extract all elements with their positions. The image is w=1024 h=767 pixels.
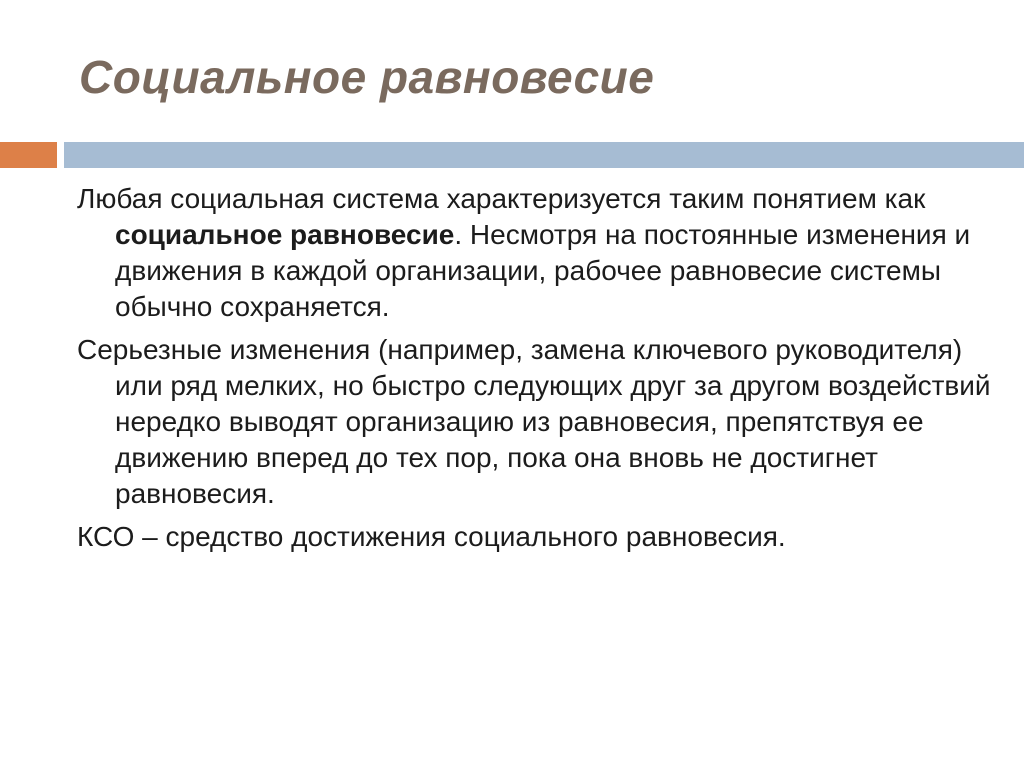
accent-bar-orange (0, 142, 57, 168)
accent-bar-blue (64, 142, 1024, 168)
paragraph-1-text-end: . Несмотря на постоянные изменения и движения в каждой организации, рабочее равновесие системы обычно сохраняется. (115, 219, 971, 322)
paragraph-1-text-start: Любая социальная система характеризуется таким понятием как (77, 183, 926, 214)
paragraph-1-emphasis: социальное равновесие (115, 219, 455, 250)
paragraph-1 (77, 181, 992, 325)
slide-title: Социальное равновесие (79, 51, 655, 103)
paragraph-3: КСО – средство достижения социального равновесия. (77, 521, 786, 552)
slide-body (77, 181, 992, 562)
paragraph-2: Серьезные изменения (например, замена ключевого руководителя) или ряд мелких, но быстро следующих друг за другом воздействий нередко выводят организацию из равновесия, препятствуя ее движению вперед до тех пор, пока она вновь не достигнет равновесия. (77, 334, 991, 509)
